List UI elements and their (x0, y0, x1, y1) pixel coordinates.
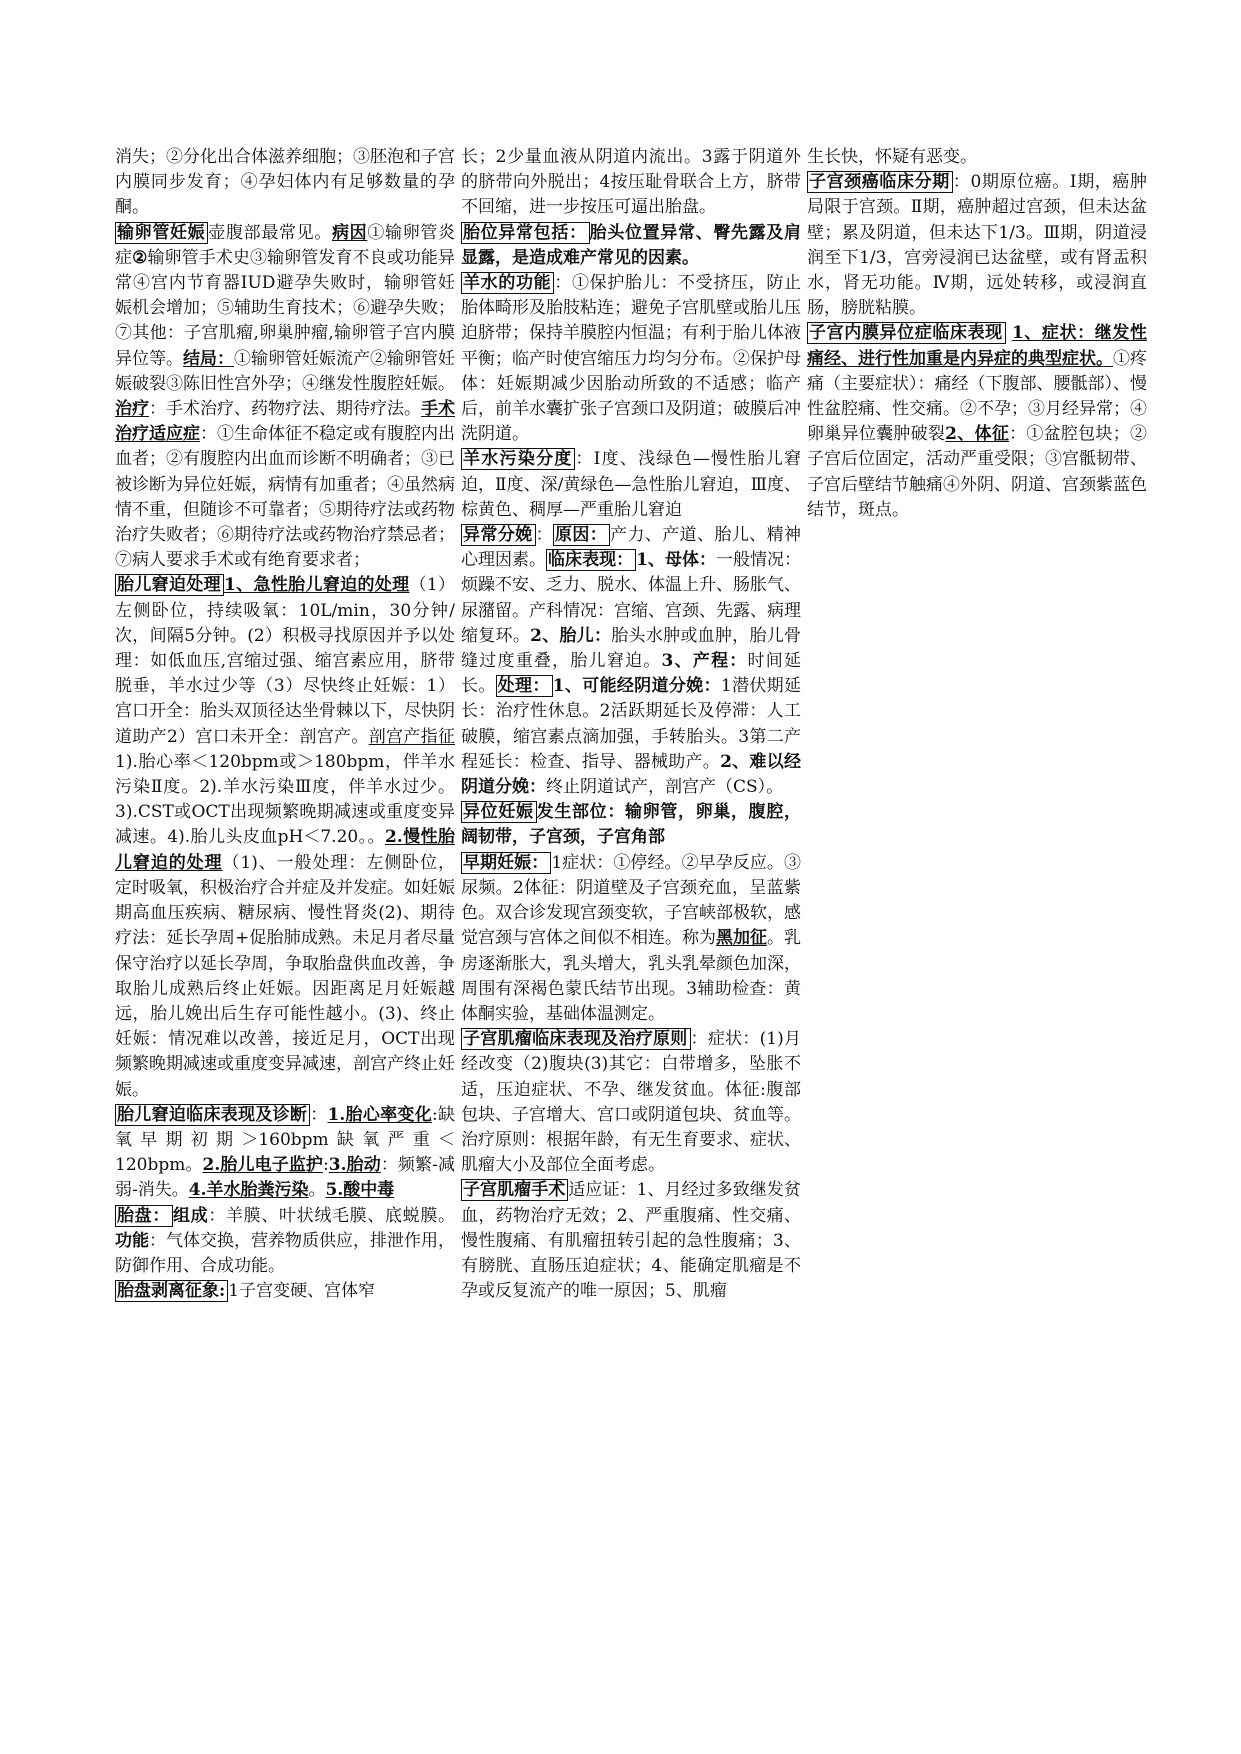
body-text: 长；2少量血液从阴道内流出。3露于阴道外的脐带向外脱出；4按压耻骨联合上方，脐带不回缩，进一步按压可逼出胎盘。 (461, 147, 801, 218)
emphasis-text: 1、可能经阴道分娩： (552, 676, 721, 697)
emphasis-text: 治疗 (115, 399, 149, 420)
emphasis-text: 手术治疗适应症 (115, 399, 455, 445)
emphasis-text: 2、难以经阴道分娩： (461, 751, 801, 798)
emphasis-text: 结局： (183, 348, 234, 369)
ectopic-sites (461, 800, 801, 850)
section-heading: 羊水的功能 (461, 272, 554, 294)
emphasis-text: 功能 (115, 1230, 149, 1251)
body-text: ：频繁-减弱-消失。 (115, 1155, 455, 1201)
section-heading: 子宫肌瘤临床表现及治疗原则 (461, 1028, 691, 1050)
fibroid-presentation (461, 1027, 801, 1178)
section-heading: 异位妊娠 (461, 801, 537, 823)
emphasis-text: 发生部位：输卵管，卵巢，腹腔，阔韧带，子宫颈，子宫角部 (461, 802, 802, 848)
body-text: 一般情况：烦躁不安、乏力、脱水、体温上升、肠胀气、尿潴留。产科情况：宫缩、宫颈、先露、病理缩复环。 (461, 550, 802, 646)
emphasis-text: 病因 (332, 222, 368, 243)
body-text: 时间延长。 (461, 651, 801, 697)
body-text: 1症状：①停经。②早孕反应。③尿频。2体征：阴道壁及子宫颈充血，呈蓝紫色。双合诊发现宫颈变软，子宫峡部极软，感觉宫颈与宫体之间似不相连。称为 (461, 852, 801, 949)
body-text: 1).胎心率＜120bpm或＞180bpm，伴羊水污染Ⅱ度。2).羊水污染Ⅲ度，伴羊水过少。3).CST或OCT出现频繁晚期减速或重度变异减速。4).胎儿头皮血pH＜7.20。。 (115, 751, 455, 848)
body-text: 剖宫产指征 (368, 726, 456, 747)
section-heading: 子宫内膜异位症临床表现 (807, 322, 1006, 344)
emphasis-text: 3.胎动 (328, 1155, 381, 1176)
fetal-distress-treatment (115, 573, 455, 1102)
body-text: ：手术治疗、药物疗法、期待疗法。 (149, 399, 421, 420)
col3-intro (807, 145, 1147, 170)
body-text: 适应证：1、月经过多致继发贫血，药物治疗无效；2、严重腹痛、性交痛、慢性腹痛、有肌瘤扭转引起的急性腹痛；3、有膀胱、直肠压迫症状；4、能确定肌瘤是不孕或反复流产的唯一原因；5、肌瘤 (461, 1180, 801, 1302)
section-heading: 胎盘剥离征象: (115, 1280, 228, 1302)
body-text: 产力、产道、胎儿、精神心理因素。 (461, 525, 802, 571)
endometriosis (807, 321, 1147, 523)
fetal-malposition (461, 221, 801, 271)
body-text: 。 (308, 1180, 326, 1201)
fibroid-surgery (461, 1178, 801, 1304)
section-heading: 原因： (553, 524, 610, 546)
cervical-cancer-staging (807, 170, 1147, 321)
section-heading: 胎盘： (115, 1205, 173, 1227)
section-heading: 输卵管妊娠 (115, 222, 208, 244)
body-text: ： (310, 1104, 328, 1125)
emphasis-text: 1、母体： (636, 550, 716, 571)
body-text: :缺氧早期初期＞160bpm缺氧严重＜120bpm。 (115, 1104, 456, 1176)
text-column-3 (807, 145, 1147, 523)
body-text: 胎头水肿或血肿，胎儿骨缝过度重叠，胎儿窘迫。 (461, 625, 801, 672)
emphasis-text: 4.羊水胎粪污染 (188, 1180, 309, 1201)
emphasis-text: 黑加征 (716, 928, 767, 949)
body-text: ：①盆腔包块；②子宫后位固定，活动严重受限；③宫骶韧带、子宫后壁结节触痛④外阴、阴道、宫颈紫蓝色结节，斑点。 (807, 424, 1147, 520)
early-pregnancy (461, 851, 801, 1027)
amniotic-fluid-function (461, 271, 801, 447)
emphasis-text: 1、症状： (1011, 323, 1095, 344)
emphasis-text: 胎头位置异常、臀先露及肩显露，是造成难产常见的因素。 (461, 222, 802, 268)
text-column-2 (461, 145, 801, 1304)
section-heading: 处理： (496, 675, 553, 697)
body-text: （1）左侧卧位，持续吸氧：10L/min，30分钟/次，间隔5分钟。(2）积极寻找原因并予以处理：如低血压,宫缩过强、缩宫素应用，脐带脱垂，羊水过少等（3）尽快终止妊娠：1）宫口开全：胎头双顶径达坐骨棘以下，尽快阴道助产2）宫口未开全：剖宫产。 (115, 575, 455, 747)
placental-separation (115, 1279, 455, 1304)
amniotic-contamination (461, 447, 801, 523)
body-text: ：0期原位癌。Ⅰ期，癌肿局限于宫颈。Ⅱ期，癌肿超过宫颈，但未达盆壁；累及阴道，但未达下1/3。Ⅲ期，阴道浸润至下1/3，宫旁浸润已达盆壁，或有肾盂积水，肾无功能。Ⅳ期，远处转移，或浸润直肠，膀胱粘膜。 (807, 172, 1148, 319)
body-text: 1子宫变硬、宫体窄 (228, 1281, 376, 1302)
emphasis-text: 3、产程： (661, 651, 748, 672)
body-text: ：气体交换，营养物质供应，排泄作用，防御作用、合成功能。 (115, 1230, 455, 1276)
body-text: 输卵管手术史③输卵管发育不良或功能异常④宫内节育器IUD避孕失败时，输卵管妊娠机会增加；⑤辅助生育技术；⑥避孕失败；⑦其他：子宫肌瘤,卵巢肿瘤,输卵管子宫内膜异位等。 (115, 247, 456, 369)
body-text: ：症状：(1)月经改变（2)腹块(3)其它：白带增多，坠胀不适，压迫症状、不孕、继发贫血。体征:腹部包块、子宫增大、宫口或阴道包块、贫血等。治疗原则：根据年龄，有无生育要求、症状、肌瘤大小及部位全面考虑。 (461, 1029, 801, 1176)
body-text: ：羊膜、叶状绒毛膜、底蜕膜。 (208, 1205, 456, 1226)
body-text: ：①生命体征不稳定或有腹腔内出血者；②有腹腔内出血而诊断不明确者；③已被诊断为异位妊娠，病情有加重者；④虽然病情不重，但随诊不可靠者；⑤期待疗法或药物治疗失败者；⑥期待疗法或药物治疗禁忌者；⑦病人要求手术或有绝育要求者； (115, 424, 455, 571)
emphasis-text: 1、急性胎儿窘迫的处理 (224, 575, 410, 596)
body-text: ①输卵管妊娠流产②输卵管妊娠破裂③陈旧性宫外孕；④继发性腹腔妊娠。 (115, 348, 455, 394)
section-heading: 胎儿窘迫临床表现及诊断 (115, 1104, 310, 1126)
emphasis-text: 2、胎儿： (530, 625, 612, 646)
emphasis-text: 5.酸中毒 (325, 1180, 395, 1201)
emphasis-text: 组成 (173, 1205, 209, 1226)
placenta (115, 1204, 455, 1280)
section-heading: 子宫肌瘤手术 (461, 1179, 568, 1201)
emphasis-text: 1.胎心率变化 (327, 1104, 432, 1125)
emphasis-text: ② (132, 247, 148, 268)
body-text: ①输卵管炎症 (115, 222, 456, 268)
body-text: 生长快，怀疑有恶变。 (807, 147, 977, 167)
body-text: ： (535, 525, 553, 546)
section-heading: 临床表现： (546, 549, 636, 571)
ectopic-pregnancy-tubal (115, 221, 455, 574)
body-text: 1潜伏期延长：治疗性休息。2活跃期延长及停滞：人工破膜，缩宫素点滴加强，手转胎头。3第二产程延长：检查、指导、器械助产。 (461, 676, 801, 772)
emphasis-text: 2.慢性胎儿窘迫的处理 (115, 827, 455, 873)
emphasis-text: 2.胎儿电子监护 (202, 1155, 324, 1176)
text-column-1 (115, 145, 455, 1304)
body-text: ：①保护胎儿：不受挤压，防止胎体畸形及胎肢粘连；避免子宫肌壁或胎儿压迫脐带；保持羊膜腔内恒温；有利于胎儿体液平衡；临产时使宫缩压力均匀分布。②保护母体：妊娠期减少因胎动所致的不适感；临产后，前羊水囊扩张子宫颈口及阴道；破膜后冲洗阴道。 (461, 273, 802, 445)
section-heading: 早期妊娠： (461, 852, 551, 874)
body-text: 壶腹部最常见。 (208, 222, 333, 243)
abnormal-labor (461, 523, 801, 800)
emphasis-text: 2、体征 (945, 424, 1010, 445)
section-heading: 子宫颈癌临床分期 (807, 171, 953, 193)
body-text: ：Ⅰ度、浅绿色—慢性胎儿窘迫，Ⅱ度、深/黄绿色—急性胎儿窘迫，Ⅲ度、棕黄色、稠厚—严重胎儿窘迫 (461, 449, 802, 520)
col2-intro (461, 145, 801, 221)
body-text: 终止阴道试产，剖宫产（CS）。 (546, 777, 784, 798)
body-text: （1)、一般处理：左侧卧位，定时吸氧，积极治疗合并症及并发症。如妊娠期高血压疾病、糖尿病、慢性肾炎(2)、期待疗法：延长孕周+促胎肺成熟。未足月者尽量保守治疗以延长孕周，争取胎盘供血改善，争取胎儿成熟后终止妊娠。因距离足月妊娠越远，胎儿娩出后生存可能性越小。(3)、终止妊娠：情况难以改善，接近足月，OCT出现频繁晚期减速或重度变异减速，剖宫产终止妊娠。 (115, 852, 455, 1100)
body-text: 。乳房逐渐胀大，乳头增大，乳头乳晕颜色加深，周围有深褐色蒙氏结节出现。3辅助检查：黄体酮实验，基础体温测定。 (461, 928, 801, 1024)
col1-intro (115, 145, 455, 221)
body-text: : (323, 1155, 329, 1176)
body-text: 消失；②分化出合体滋养细胞；③胚泡和子宫内膜同步发育；④孕妇体内有足够数量的孕酮。 (115, 147, 455, 218)
section-heading: 胎位异常包括： (461, 222, 590, 244)
section-heading: 胎儿窘迫处理 (115, 574, 224, 596)
section-heading: 异常分娩 (461, 524, 536, 546)
section-heading: 羊水污染分度 (461, 448, 575, 470)
body-text: ①疼痛（主要症状）：痛经（下腹部、腰骶部）、慢性盆腔痛、性交痛。②不孕；③月经异常；④卵巢异位囊肿破裂 (807, 348, 1147, 445)
emphasis-text: 继发性痛经、进行性加重是内异症的典型症状。 (807, 323, 1148, 369)
fetal-distress-diagnosis (115, 1103, 455, 1204)
